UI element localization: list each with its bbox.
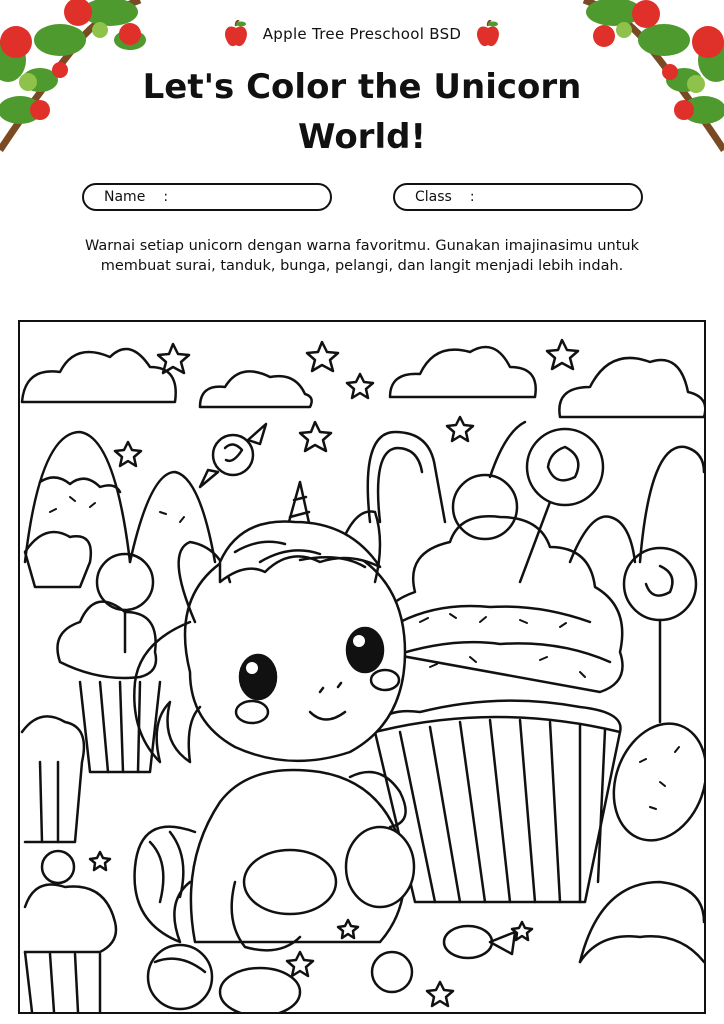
class-field[interactable] — [393, 183, 643, 211]
instructions-line-2: membuat surai, tanduk, bunga, pelangi, dan langit menjadi lebih indah. — [100, 258, 624, 274]
school-name: Apple Tree Preschool BSD — [262, 25, 462, 43]
cloud-icon — [200, 371, 312, 407]
name-label: Name — [104, 189, 146, 205]
apple-icon — [475, 20, 501, 48]
instructions — [30, 236, 694, 276]
name-field[interactable] — [82, 183, 332, 211]
instructions-line-1: Warnai setiap unicorn dengan warna favoritmu. Gunakan imajinasimu untuk — [84, 238, 639, 254]
cloud-icon — [22, 349, 176, 402]
star-icon — [115, 340, 578, 466]
school-header — [0, 20, 724, 48]
cloud-icon — [390, 347, 536, 397]
name-colon: : — [163, 189, 169, 205]
class-label: Class — [415, 189, 452, 205]
title-line-2: World! — [298, 117, 426, 157]
title-line-1: Let's Color the Unicorn — [142, 67, 582, 107]
cloud-icon — [559, 358, 704, 417]
apple-icon — [223, 20, 249, 48]
page-title — [0, 62, 724, 162]
coloring-picture — [18, 320, 706, 1014]
class-colon: : — [469, 189, 475, 205]
